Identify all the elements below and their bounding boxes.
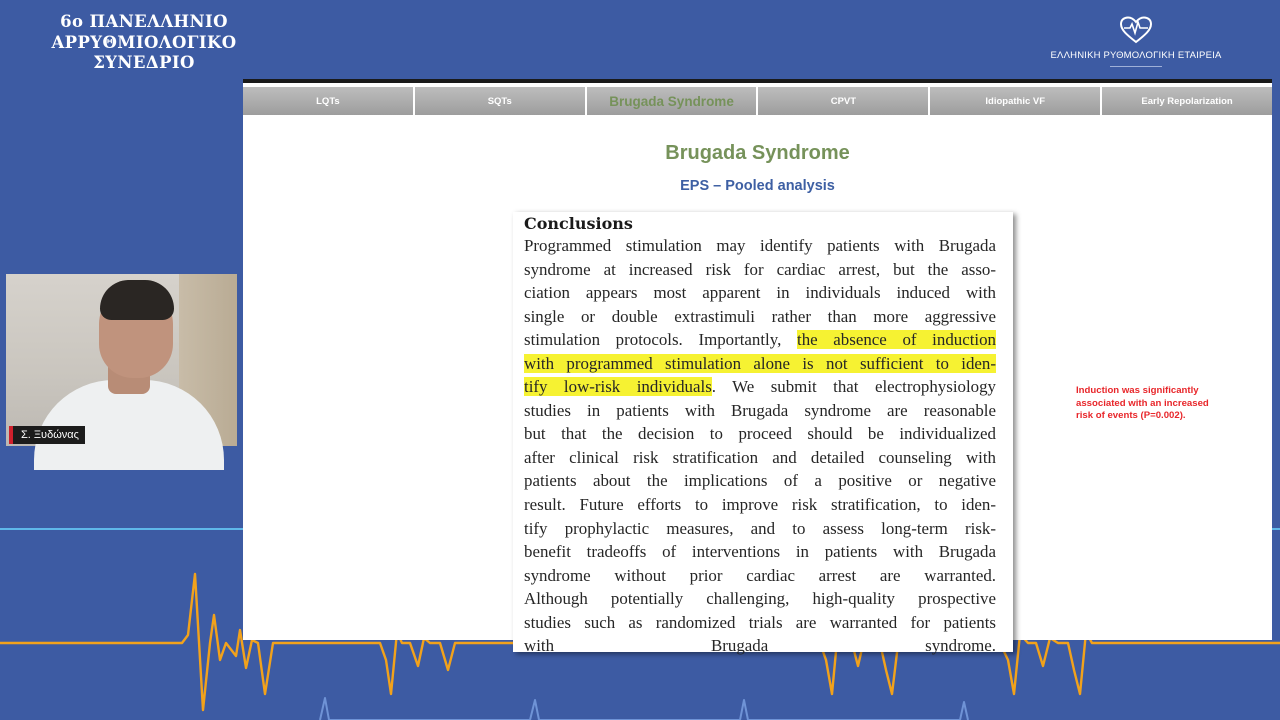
ecg-echo-line [320, 698, 968, 720]
paper-text-segment: . We submit that electrophysiology [711, 377, 996, 397]
paper-line [524, 517, 996, 541]
paper-line [524, 587, 996, 611]
paper-text-segment: but that the decision to proceed should be individualized [524, 424, 996, 444]
paper-text [524, 234, 996, 658]
tab-cpvt[interactable]: CPVT [758, 87, 930, 115]
highlighted-text: the absence of induction [797, 330, 996, 350]
tab-idiopathic-vf[interactable]: Idiopathic VF [930, 87, 1102, 115]
paper-text-segment: Although potentially challenging, high-quality prospective [524, 589, 996, 609]
slide-subtitle: EPS – Pooled analysis [680, 178, 835, 194]
paper-line [524, 611, 996, 635]
paper-line [524, 375, 996, 399]
paper-line [524, 493, 996, 517]
paper-line [524, 422, 996, 446]
paper-heading: Conclusions [524, 214, 633, 233]
annotation-note: Induction was significantly associated with an increased risk of events (P=0.002). [1076, 385, 1209, 421]
paper-line [524, 352, 996, 376]
paper-text-segment: with Brugada syndrome. [524, 636, 996, 656]
society-name: ΕΛΛΗΝΙΚΗ ΡΥΘΜΟΛΟΓΙΚΗ ΕΤΑΙΡΕΙΑ [1050, 50, 1222, 61]
speaker-name-tag: Σ. Ξυδώνας [9, 426, 85, 444]
paper-line [524, 564, 996, 588]
paper-line [524, 399, 996, 423]
paper-line [524, 446, 996, 470]
paper-line [524, 634, 996, 658]
paper-text-segment: tify prophylactic measures, and to assess long-term risk- [524, 518, 996, 538]
tab-brugada-syndrome[interactable]: Brugada Syndrome [587, 87, 759, 115]
paper-text-segment: Programmed stimulation may identify patients with Brugada [524, 236, 996, 255]
divider-line-left [0, 528, 243, 530]
paper-text-segment: ciation appears most apparent in individuals induced with [524, 283, 996, 303]
conference-title-line: ΑΡΡΥΘΜΙΟΛΟΓΙΚΟ [51, 32, 237, 52]
paper-line [524, 305, 996, 329]
divider-line-right [1272, 528, 1280, 530]
society-logo [1040, 16, 1232, 67]
highlighted-text: with programmed stimulation alone is not sufficient to iden- [524, 353, 996, 373]
paper-line [524, 234, 996, 258]
paper-line [524, 258, 996, 282]
paper-excerpt [513, 212, 1013, 656]
highlighted-text: tify low-risk individuals [524, 377, 712, 397]
tab-lqts[interactable]: LQTs [243, 87, 415, 115]
presentation-slide [243, 79, 1272, 656]
conference-title-line: ΣΥΝΕΔΡΙΟ [93, 53, 195, 72]
slide-nav-tabs [243, 87, 1272, 115]
paper-text-segment: after clinical risk stratification and detailed counseling with [524, 447, 996, 467]
slide-title: Brugada Syndrome [665, 142, 850, 164]
paper-text-segment: benefit tradeoffs of interventions in patients with Brugada [524, 542, 996, 562]
paper-text-segment: stimulation protocols. Importantly, [524, 330, 797, 350]
paper-text-segment: patients about the implications of a positive or negative [524, 471, 996, 491]
paper-text-segment: studies such as randomized trials are warranted for patients [524, 612, 996, 632]
tab-sqts[interactable]: SQTs [415, 87, 587, 115]
tab-early-repolarization[interactable]: Early Repolarization [1102, 87, 1272, 115]
speaker-hair [100, 280, 174, 320]
paper-text-segment: studies in patients with Brugada syndrome are reasonable [524, 400, 996, 420]
conference-title [20, 12, 268, 74]
paper-line [524, 281, 996, 305]
paper-text-segment: single or double extrastimuli rather than more aggressive [524, 306, 996, 326]
paper-line [524, 540, 996, 564]
society-underline [1110, 66, 1162, 67]
heart-ecg-icon [1119, 16, 1153, 44]
conference-title-line: 6ο ΠΑΝΕΛΛΗΝΙΟ [60, 12, 228, 31]
paper-text-segment: result. Future efforts to improve risk stratification, to iden- [524, 495, 996, 515]
speaker-video [6, 274, 237, 446]
paper-text-segment: syndrome without prior cardiac arrest are warranted. [524, 565, 996, 585]
paper-text-segment: syndrome at increased risk for cardiac arrest, but the asso- [524, 259, 996, 279]
paper-line [524, 328, 996, 352]
paper-line [524, 469, 996, 493]
